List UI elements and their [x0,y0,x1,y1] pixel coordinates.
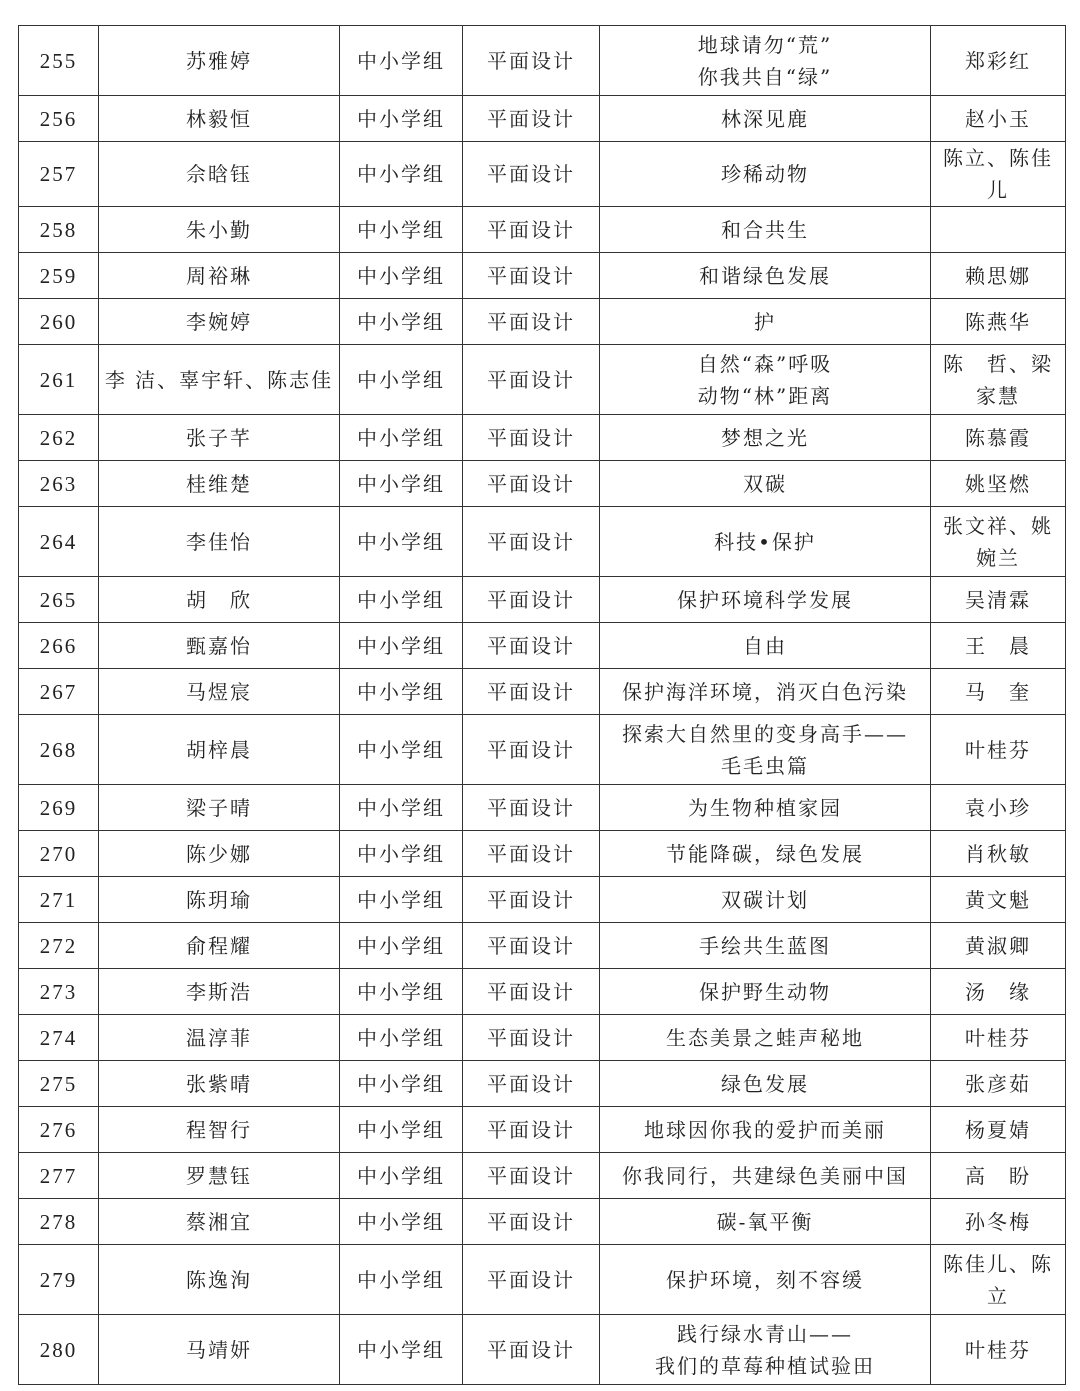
cell-tutor: 赵小玉 [931,96,1066,142]
cell-work-title: 你我同行，共建绿色美丽中国 [600,1153,931,1199]
cell-category: 平面设计 [463,785,600,831]
cell-number: 264 [19,507,99,577]
cell-work-title: 林深见鹿 [600,96,931,142]
cell-name: 李婉婷 [99,299,340,345]
cell-name: 梁子晴 [99,785,340,831]
cell-group: 中小学组 [340,1107,463,1153]
cell-group: 中小学组 [340,96,463,142]
cell-category: 平面设计 [463,1107,600,1153]
cell-group: 中小学组 [340,26,463,96]
cell-work-title: 为生物种植家园 [600,785,931,831]
cell-tutor: 陈立、陈佳儿 [931,142,1066,207]
cell-number: 270 [19,831,99,877]
cell-number: 267 [19,669,99,715]
cell-tutor: 高 盼 [931,1153,1066,1199]
cell-name: 佘晗钰 [99,142,340,207]
cell-group: 中小学组 [340,1153,463,1199]
cell-work-title: 珍稀动物 [600,142,931,207]
cell-work-title: 手绘共生蓝图 [600,923,931,969]
cell-name: 桂维楚 [99,461,340,507]
table-body [19,26,1066,1385]
cell-number: 258 [19,207,99,253]
table-row [19,142,1066,207]
cell-number: 259 [19,253,99,299]
cell-work-title: 地球请勿“荒” 你我共自“绿” [600,26,931,96]
cell-work-title: 自然“森”呼吸 动物“林”距离 [600,345,931,415]
cell-tutor: 张文祥、姚婉兰 [931,507,1066,577]
cell-name: 程智行 [99,1107,340,1153]
cell-category: 平面设计 [463,715,600,785]
cell-name: 甄嘉怡 [99,623,340,669]
cell-name: 张紫晴 [99,1061,340,1107]
table-row [19,715,1066,785]
cell-name: 蔡湘宜 [99,1199,340,1245]
cell-name: 胡 欣 [99,577,340,623]
cell-category: 平面设计 [463,207,600,253]
table-row [19,1153,1066,1199]
table-row [19,623,1066,669]
cell-work-title: 双碳计划 [600,877,931,923]
cell-tutor: 叶桂芬 [931,1315,1066,1385]
cell-group: 中小学组 [340,207,463,253]
cell-group: 中小学组 [340,969,463,1015]
cell-work-title: 绿色发展 [600,1061,931,1107]
cell-name: 胡梓晨 [99,715,340,785]
cell-number: 271 [19,877,99,923]
cell-tutor: 陈慕霞 [931,415,1066,461]
cell-group: 中小学组 [340,577,463,623]
cell-category: 平面设计 [463,507,600,577]
cell-number: 255 [19,26,99,96]
table-row [19,1107,1066,1153]
cell-tutor [931,207,1066,253]
cell-number: 273 [19,969,99,1015]
cell-name: 陈逸洵 [99,1245,340,1315]
cell-category: 平面设计 [463,253,600,299]
cell-number: 268 [19,715,99,785]
cell-group: 中小学组 [340,715,463,785]
cell-group: 中小学组 [340,299,463,345]
cell-number: 278 [19,1199,99,1245]
table-row [19,877,1066,923]
cell-work-title: 保护野生动物 [600,969,931,1015]
cell-name: 朱小勤 [99,207,340,253]
table-row [19,26,1066,96]
table-row [19,1245,1066,1315]
table-row [19,345,1066,415]
cell-tutor: 黄文魁 [931,877,1066,923]
cell-name: 罗慧钰 [99,1153,340,1199]
cell-name: 苏雅婷 [99,26,340,96]
cell-category: 平面设计 [463,669,600,715]
cell-group: 中小学组 [340,1061,463,1107]
cell-name: 李佳怡 [99,507,340,577]
cell-tutor: 陈燕华 [931,299,1066,345]
cell-number: 266 [19,623,99,669]
cell-category: 平面设计 [463,877,600,923]
cell-number: 257 [19,142,99,207]
cell-tutor: 吴清霖 [931,577,1066,623]
cell-tutor: 孙冬梅 [931,1199,1066,1245]
table-row [19,577,1066,623]
cell-tutor: 叶桂芬 [931,715,1066,785]
table-row [19,415,1066,461]
cell-category: 平面设计 [463,923,600,969]
cell-group: 中小学组 [340,345,463,415]
cell-work-title: 保护环境科学发展 [600,577,931,623]
cell-tutor: 张彦茹 [931,1061,1066,1107]
cell-tutor: 姚坚燃 [931,461,1066,507]
cell-tutor: 黄淑卿 [931,923,1066,969]
cell-category: 平面设计 [463,969,600,1015]
cell-name: 俞程耀 [99,923,340,969]
table-row [19,1315,1066,1385]
cell-tutor: 叶桂芬 [931,1015,1066,1061]
cell-tutor: 袁小珍 [931,785,1066,831]
cell-category: 平面设计 [463,1015,600,1061]
cell-category: 平面设计 [463,623,600,669]
cell-tutor: 陈 哲、梁家慧 [931,345,1066,415]
cell-group: 中小学组 [340,1015,463,1061]
cell-name: 李 洁、辜宇轩、陈志佳 [99,345,340,415]
cell-number: 280 [19,1315,99,1385]
cell-category: 平面设计 [463,345,600,415]
cell-group: 中小学组 [340,253,463,299]
table-row [19,207,1066,253]
cell-group: 中小学组 [340,1245,463,1315]
cell-number: 256 [19,96,99,142]
awards-table [18,25,1066,1385]
cell-category: 平面设计 [463,1315,600,1385]
cell-tutor: 杨夏婧 [931,1107,1066,1153]
cell-group: 中小学组 [340,461,463,507]
cell-group: 中小学组 [340,623,463,669]
cell-category: 平面设计 [463,1199,600,1245]
cell-work-title: 科技•保护 [600,507,931,577]
cell-number: 274 [19,1015,99,1061]
table-row [19,1015,1066,1061]
cell-number: 269 [19,785,99,831]
cell-number: 276 [19,1107,99,1153]
cell-group: 中小学组 [340,1199,463,1245]
cell-number: 277 [19,1153,99,1199]
table-row [19,785,1066,831]
cell-work-title: 双碳 [600,461,931,507]
cell-name: 周裕琳 [99,253,340,299]
cell-number: 260 [19,299,99,345]
cell-tutor: 陈佳儿、陈立 [931,1245,1066,1315]
table-row [19,969,1066,1015]
cell-name: 张子芊 [99,415,340,461]
cell-work-title: 保护环境，刻不容缓 [600,1245,931,1315]
cell-name: 温淳菲 [99,1015,340,1061]
table-row [19,507,1066,577]
cell-name: 陈玥瑜 [99,877,340,923]
cell-work-title: 地球因你我的爱护而美丽 [600,1107,931,1153]
cell-group: 中小学组 [340,877,463,923]
cell-number: 263 [19,461,99,507]
cell-category: 平面设计 [463,96,600,142]
cell-work-title: 护 [600,299,931,345]
table-row [19,461,1066,507]
table-row [19,299,1066,345]
table-row [19,96,1066,142]
cell-tutor: 马 奎 [931,669,1066,715]
cell-number: 275 [19,1061,99,1107]
cell-group: 中小学组 [340,507,463,577]
cell-tutor: 肖秋敏 [931,831,1066,877]
cell-work-title: 自由 [600,623,931,669]
cell-group: 中小学组 [340,923,463,969]
cell-group: 中小学组 [340,831,463,877]
cell-tutor: 王 晨 [931,623,1066,669]
cell-number: 272 [19,923,99,969]
table-row [19,253,1066,299]
cell-work-title: 生态美景之蛙声秘地 [600,1015,931,1061]
cell-group: 中小学组 [340,415,463,461]
cell-category: 平面设计 [463,415,600,461]
cell-category: 平面设计 [463,1153,600,1199]
cell-work-title: 碳-氧平衡 [600,1199,931,1245]
cell-work-title: 和合共生 [600,207,931,253]
cell-category: 平面设计 [463,26,600,96]
cell-category: 平面设计 [463,577,600,623]
cell-group: 中小学组 [340,669,463,715]
cell-name: 马煜宸 [99,669,340,715]
cell-name: 林毅恒 [99,96,340,142]
cell-number: 279 [19,1245,99,1315]
cell-name: 李斯浩 [99,969,340,1015]
cell-category: 平面设计 [463,831,600,877]
cell-category: 平面设计 [463,1245,600,1315]
cell-work-title: 梦想之光 [600,415,931,461]
cell-number: 262 [19,415,99,461]
cell-group: 中小学组 [340,142,463,207]
cell-work-title: 和谐绿色发展 [600,253,931,299]
cell-name: 马靖妍 [99,1315,340,1385]
cell-category: 平面设计 [463,299,600,345]
cell-work-title: 保护海洋环境，消灭白色污染 [600,669,931,715]
cell-category: 平面设计 [463,1061,600,1107]
cell-number: 265 [19,577,99,623]
table-row [19,669,1066,715]
cell-work-title: 探索大自然里的变身高手—— 毛毛虫篇 [600,715,931,785]
table-row [19,831,1066,877]
table-row [19,1199,1066,1245]
cell-tutor: 汤 缘 [931,969,1066,1015]
cell-group: 中小学组 [340,1315,463,1385]
cell-number: 261 [19,345,99,415]
cell-category: 平面设计 [463,142,600,207]
table-row [19,1061,1066,1107]
cell-category: 平面设计 [463,461,600,507]
cell-group: 中小学组 [340,785,463,831]
cell-work-title: 践行绿水青山—— 我们的草莓种植试验田 [600,1315,931,1385]
cell-tutor: 赖思娜 [931,253,1066,299]
cell-tutor: 郑彩红 [931,26,1066,96]
table-row [19,923,1066,969]
cell-work-title: 节能降碳，绿色发展 [600,831,931,877]
cell-name: 陈少娜 [99,831,340,877]
